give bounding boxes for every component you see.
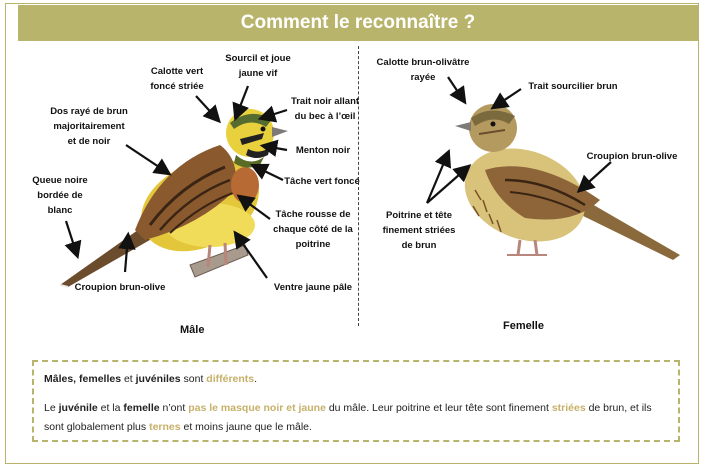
info-text: n’ont (159, 402, 189, 414)
info-text: Le (44, 402, 59, 414)
label-sourcil: Sourcil et joue jaune vif (225, 53, 291, 79)
page-title: Comment le reconnaître ? (18, 5, 698, 41)
label-poitrine: Poitrine et tête finement striées de brun (382, 210, 456, 251)
info-text: de brun, et ils sont globalement plus (44, 402, 652, 433)
info-text: juvénile (58, 402, 98, 414)
label-dos: Dos rayé de brun majoritairement et de noir (50, 106, 128, 147)
label-trait-sourcilier: Trait sourcilier brun (528, 81, 618, 92)
label-tache-vert: Tâche vert foncé (284, 176, 360, 187)
label-queue: Queue noire bordée de blanc (32, 175, 88, 216)
info-text: pas le masque noir et jaune (188, 402, 326, 414)
info-text: juvéniles (135, 373, 181, 385)
male-caption: Mâle (180, 324, 205, 336)
info-text: du mâle. Leur poitrine et leur tête sont finement (325, 402, 552, 414)
info-text: sont (180, 373, 207, 385)
label-tache-rousse: Tâche rousse de chaque côté de la poitrine (273, 209, 353, 250)
info-line-2 (44, 399, 668, 437)
label-trait-noir: Trait noir allant du bec à l’œil (290, 96, 360, 122)
info-text: ternes (149, 421, 181, 433)
label-ventre: Ventre jaune pâle (273, 282, 353, 293)
info-text: et moins jaune que le mâle. (180, 421, 312, 433)
label-croupion-male: Croupion brun-olive (74, 282, 166, 293)
info-text: et la (97, 402, 124, 414)
label-calotte-female: Calotte brun-olivâtre rayée (376, 57, 470, 83)
info-text: différents (206, 373, 255, 385)
info-text: . (254, 373, 258, 385)
info-text: et (121, 373, 136, 385)
label-croupion-female: Croupion brun-olive (586, 151, 678, 162)
info-text: striées (551, 402, 586, 414)
female-caption: Femelle (503, 320, 544, 332)
label-menton: Menton noir (295, 145, 351, 156)
label-calotte-male: Calotte vert foncé striée (150, 66, 204, 92)
info-text: femelle (123, 402, 160, 414)
info-text: Mâles, femelles (44, 373, 122, 385)
info-line-1 (44, 370, 668, 389)
info-box (32, 360, 680, 442)
